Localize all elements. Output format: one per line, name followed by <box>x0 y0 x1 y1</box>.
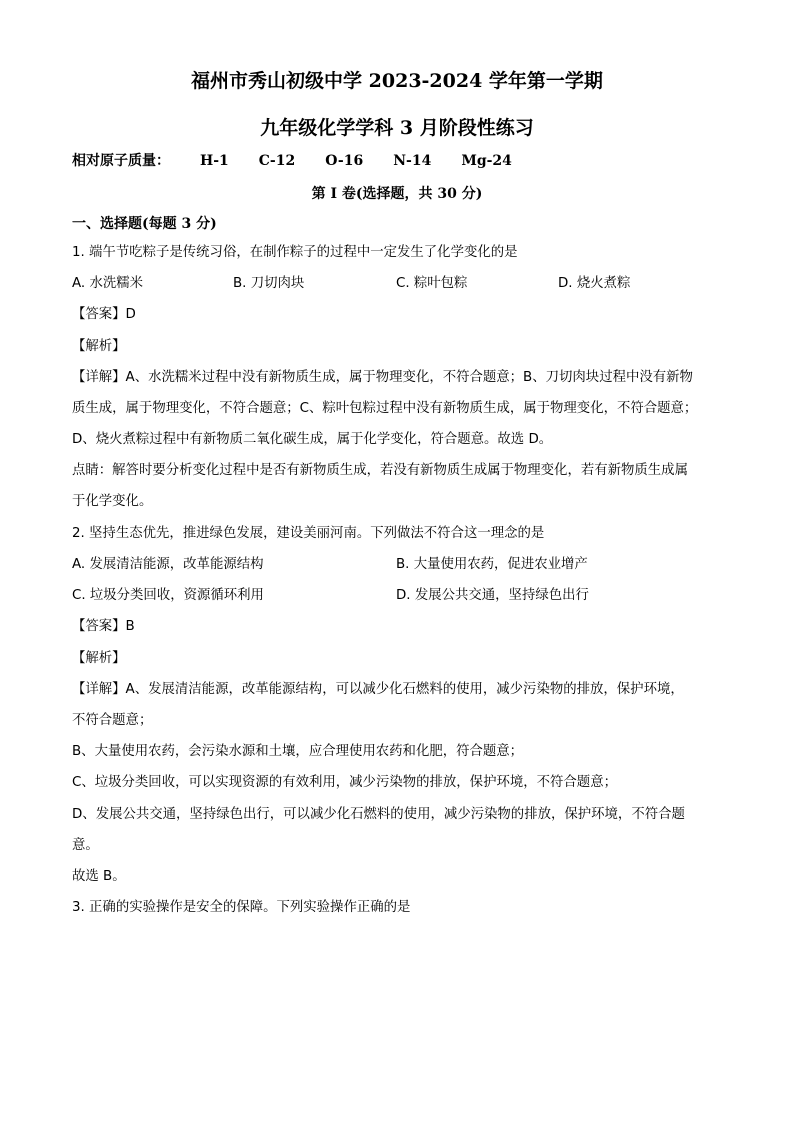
question-2-detail-line: 不符合题意； <box>72 713 153 728</box>
question-2-detail-line: C、垃圾分类回收，可以实现资源的有效利用，减少污染物的排放，保护环境，不符合题意； <box>72 775 617 790</box>
question-2-conclusion: 故选 B。 <box>72 869 126 884</box>
question-1-detail-line: 质生成，属于物理变化，不符合题意；C、粽叶包粽过程中没有新物质生成，属于物理变化，不符合题意； <box>72 401 698 416</box>
question-1-option-d: D. 烧火煮粽 <box>558 276 631 291</box>
atomic-mass-mg: Mg-24 <box>461 153 512 169</box>
question-1-tip-line: 于化学变化。 <box>72 494 153 509</box>
question-1-detail-line: D、烧火煮粽过程中有新物质二氧化碳生成，属于化学变化，符合题意。故选 D。 <box>72 432 553 447</box>
question-1-option-c: C. 粽叶包粽 <box>396 276 468 291</box>
question-2-option-c: C. 垃圾分类回收，资源循环利用 <box>72 588 264 603</box>
question-1-option-b: B. 刀切肉块 <box>233 276 305 291</box>
question-1-stem: 1. 端午节吃粽子是传统习俗，在制作粽子的过程中一定发生了化学变化的是 <box>72 245 518 260</box>
question-1-analysis-tag: 【解析】 <box>72 339 126 354</box>
question-2-option-b: B. 大量使用农药，促进农业增产 <box>396 557 588 572</box>
atomic-mass-line <box>72 150 512 170</box>
question-2-analysis-tag: 【解析】 <box>72 651 126 666</box>
exam-subtitle: 九年级化学学科 3 月阶段性练习 <box>260 117 534 139</box>
question-2-detail-line: 意。 <box>72 838 99 853</box>
atomic-mass-label: 相对原子质量： <box>72 153 170 169</box>
question-2-stem: 2. 坚持生态优先，推进绿色发展，建设美丽河南。下列做法不符合这一理念的是 <box>72 526 545 541</box>
atomic-mass-h: H-1 <box>200 153 229 169</box>
section-title: 一、选择题(每题 3 分) <box>72 216 217 232</box>
question-1-answer: 【答案】D <box>72 307 136 322</box>
question-2-detail-line: B、大量使用农药，会污染水源和土壤，应合理使用农药和化肥，符合题意； <box>72 744 524 759</box>
question-2-answer: 【答案】B <box>72 619 135 634</box>
question-2-detail-line: D、发展公共交通，坚持绿色出行，可以减少化石燃料的使用，减少污染物的排放，保护环境，不符合题 <box>72 807 685 822</box>
question-2-detail-line: 【详解】A、发展清洁能源，改革能源结构，可以减少化石燃料的使用，减少污染物的排放，保护环境， <box>72 682 684 697</box>
exam-title: 福州市秀山初级中学 2023-2024 学年第一学期 <box>191 70 603 92</box>
question-2-option-d: D. 发展公共交通，坚持绿色出行 <box>396 588 589 603</box>
atomic-mass-n: N-14 <box>393 153 432 169</box>
question-1-tip-line: 点睛：解答时要分析变化过程中是否有新物质生成，若没有新物质生成属于物理变化，若有新物质生成属 <box>72 463 688 478</box>
atomic-mass-c: C-12 <box>258 153 296 169</box>
question-3-stem: 3. 正确的实验操作是安全的保障。下列实验操作正确的是 <box>72 900 411 915</box>
question-1-option-a: A. 水洗糯米 <box>72 276 143 291</box>
question-1-detail-line: 【详解】A、水洗糯米过程中没有新物质生成，属于物理变化，不符合题意；B、刀切肉块过程中没有新物 <box>72 370 693 385</box>
atomic-mass-o: O-16 <box>325 153 364 169</box>
volume-title: 第 I 卷(选择题，共 30 分) <box>311 186 483 202</box>
question-2-option-a: A. 发展清洁能源，改革能源结构 <box>72 557 264 572</box>
